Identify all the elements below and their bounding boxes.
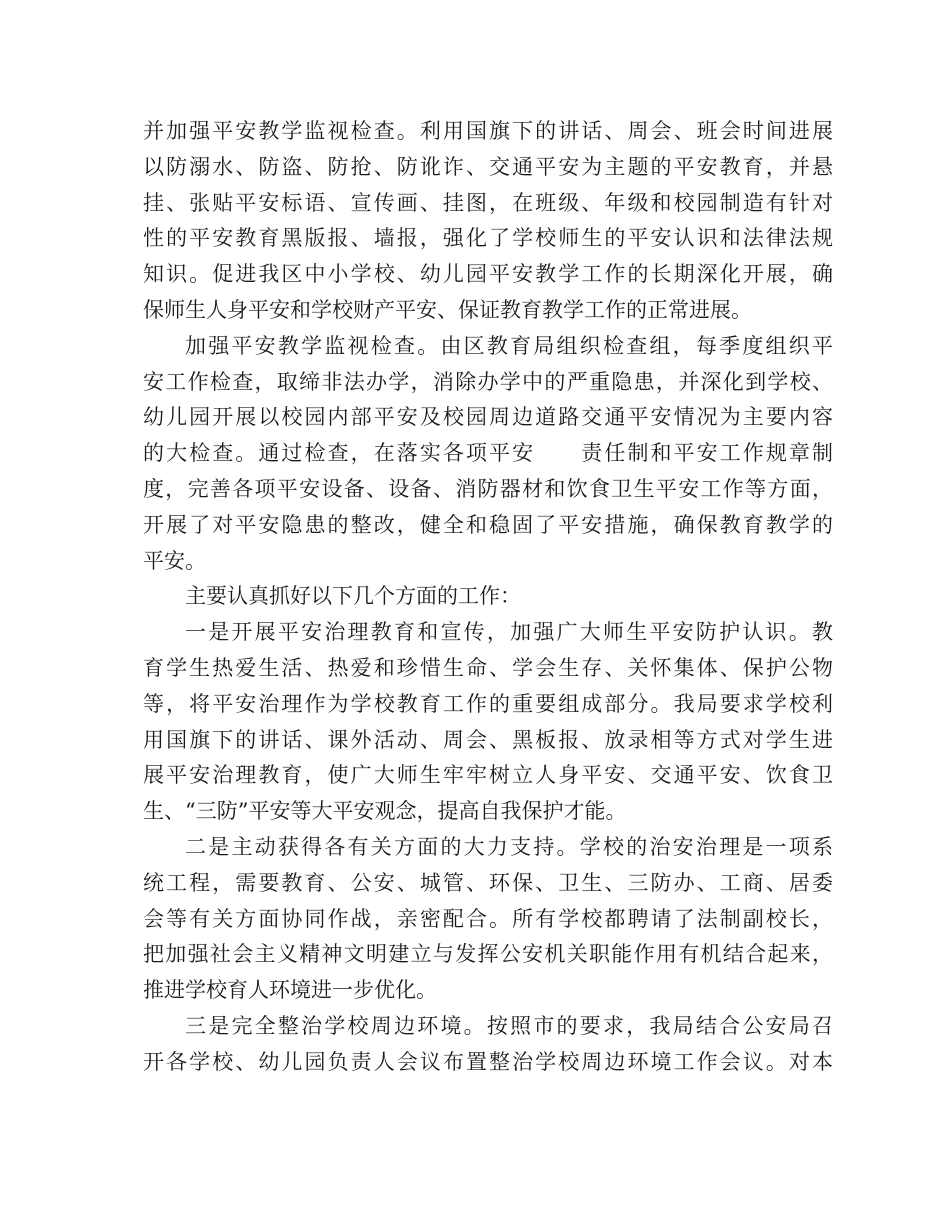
text-line: 用国旗下的讲话、课外活动、周会、黑板报、放录相等方式对学生进 xyxy=(143,727,833,752)
text-line: 一是开展平安治理教育和宣传，加强广大师生平安防护认识。教 xyxy=(185,620,833,645)
text-line: 把加强社会主义精神文明建立与发挥公安机关职能作用有机结合起来， xyxy=(143,942,833,967)
text-line: 三是完全整治学校周边环境。按照市的要求，我局结合公安局召 xyxy=(185,1013,833,1038)
text-line: 度，完善各项平安设备、设备、消防器材和饮食卫生平安工作等方面， xyxy=(143,476,833,501)
text-line: 二是主动获得各有关方面的大力支持。学校的治安治理是一项系 xyxy=(185,834,833,859)
text-line: 安工作检查，取缔非法办学，消除办学中的严重隐患，并深化到学校、 xyxy=(143,369,833,394)
document-body xyxy=(143,114,833,1081)
text-line: 以防溺水、防盗、防抢、防讹诈、交通平安为主题的平安教育，并悬 xyxy=(143,154,833,179)
text-line: 开各学校、幼儿园负责人会议布置整治学校周边环境工作会议。对本 xyxy=(143,1049,833,1074)
text-line: 保师生人身平安和学校财产平安、保证教育教学工作的正常进展。 xyxy=(143,297,752,322)
text-line: 的大检查。通过检查，在落实各项平安 责任制和平安工作规章制 xyxy=(143,441,833,466)
text-line: 并加强平安教学监视检查。利用国旗下的讲话、周会、班会时间进展 xyxy=(143,119,833,143)
text-line: 育学生热爱生活、热爱和珍惜生命、学会生存、关怀集体、保护公物 xyxy=(143,655,833,680)
text-line: 等，将平安治理作为学校教育工作的重要组成部分。我局要求学校利 xyxy=(143,691,833,716)
text-line: 推进学校育人环境进一步优化。 xyxy=(143,978,437,1003)
text-line: 会等有关方面协同作战，亲密配合。所有学校都聘请了法制副校长， xyxy=(143,906,833,931)
text-line: 加强平安教学监视检查。由区教育局组织检查组，每季度组织平 xyxy=(185,333,833,358)
text-line: 主要认真抓好以下几个方面的工作： xyxy=(185,584,521,609)
text-line: 展平安治理教育，使广大师生牢牢树立人身平安、交通平安、饮食卫 xyxy=(143,763,833,788)
text-line: 生、“三防”平安等大平安观念，提高自我保护才能。 xyxy=(143,799,627,824)
text-line: 统工程，需要教育、公安、城管、环保、卫生、三防办、工商、居委 xyxy=(143,870,833,895)
text-line: 挂、张贴平安标语、宣传画、挂图，在班级、年级和校园制造有针对 xyxy=(143,190,833,215)
text-line: 知识。促进我区中小学校、幼儿园平安教学工作的长期深化开展，确 xyxy=(143,262,833,287)
text-line: 性的平安教育黑版报、墙报，强化了学校师生的平安认识和法律法规 xyxy=(143,226,833,251)
text-line: 平安。 xyxy=(143,548,206,573)
text-line: 幼儿园开展以校园内部平安及校园周边道路交通平安情况为主要内容 xyxy=(143,405,833,430)
text-line: 开展了对平安隐患的整改，健全和稳固了平安措施，确保教育教学的 xyxy=(143,512,833,537)
